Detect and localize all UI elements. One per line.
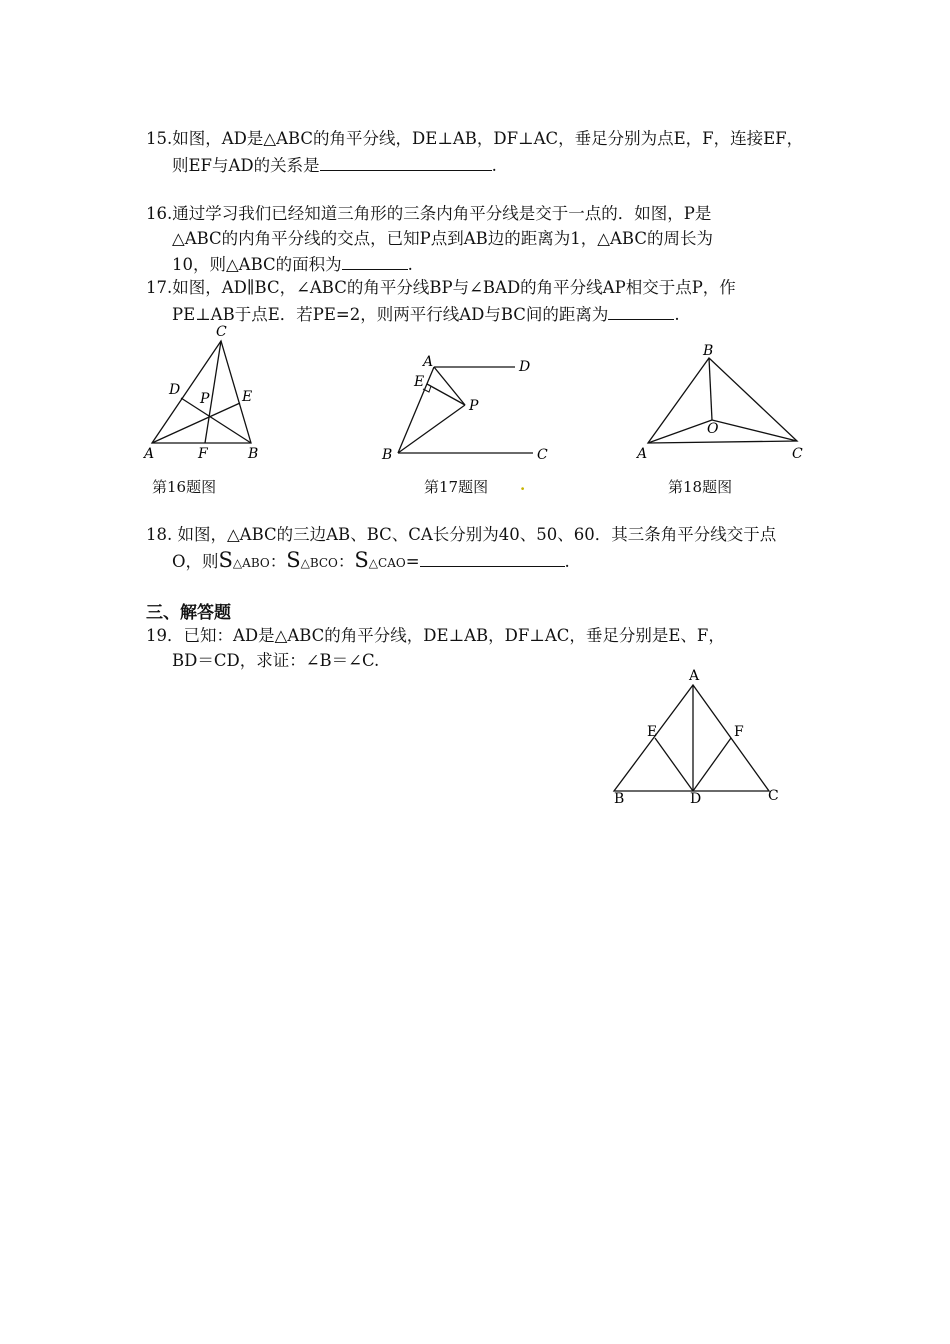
- q15-line1: 15.如图，AD是△ABC的角平分线，DE⊥AB，DF⊥AC，垂足分别为点E，F，连接EF，: [146, 129, 804, 148]
- fig18-caption: 第18题图: [668, 478, 733, 496]
- q18-eq: =: [405, 552, 420, 571]
- fig16-label-b: B: [248, 446, 259, 462]
- fig16-label-e: E: [242, 389, 253, 405]
- q16-line3-text: 10，则△ABC的面积为: [172, 255, 342, 274]
- fig16-label-c: C: [216, 324, 227, 340]
- q18-s3: S: [354, 548, 369, 572]
- q16-line1: 16.通过学习我们已经知道三角形的三条内角平分线是交于一点的．如图，P是: [146, 204, 712, 223]
- fig17-label-a: A: [423, 354, 434, 370]
- fig19-segment-df: [693, 738, 731, 791]
- q17-line1: 17.如图，AD∥BC，∠ABC的角平分线BP与∠BAD的角平分线AP相交于点P，作: [146, 278, 736, 297]
- q18-sub-bco: △BCO: [300, 556, 338, 570]
- fig19-label-d: D: [690, 791, 702, 807]
- stray-mark: .: [520, 476, 526, 494]
- fig16-label-p: P: [200, 391, 210, 407]
- fig17-label-b: B: [382, 447, 393, 463]
- fig17-label-c: C: [537, 447, 548, 463]
- q18-sub-cao: △CAO: [368, 556, 406, 570]
- fig16-label-a: A: [144, 446, 155, 462]
- q16-line2: △ABC的内角平分线的交点，已知P点到AB边的距离为1，△ABC的周长为: [172, 229, 713, 248]
- fig19-label-f: F: [734, 724, 744, 740]
- q18-end: .: [564, 552, 570, 571]
- fig19-label-e: E: [647, 724, 658, 740]
- q17-end: .: [674, 305, 680, 324]
- fig17-label-e: E: [414, 374, 425, 390]
- fig19-segment-de: [655, 738, 693, 791]
- q18-s1: S: [218, 548, 233, 572]
- fig17-label-d: D: [519, 359, 531, 375]
- q17-line2-text: PE⊥AB于点E．若PE=2，则两平行线AD与BC间的距离为: [172, 305, 609, 324]
- fig16-caption: 第16题图: [152, 478, 217, 496]
- q18-line1: 18. 如图，△ABC的三边AB、BC、CA长分别为40、50、60．其三条角平分线交于点: [146, 525, 777, 544]
- q15-line2-text: 则EF与AD的关系是: [172, 156, 320, 175]
- q18-sep2: ：: [337, 552, 355, 571]
- q16-end: .: [407, 255, 413, 274]
- q19-line1: 19．已知：AD是△ABC的角平分线，DE⊥AB，DF⊥AC，垂足分别是E、F，: [146, 626, 725, 645]
- fig19-triangle: [614, 685, 769, 791]
- fig18-label-c: C: [792, 446, 803, 462]
- q18-sep1: ：: [269, 552, 287, 571]
- q19-line2: BD＝CD，求证：∠B＝∠C.: [172, 651, 380, 670]
- q18-prefix: O，则: [172, 552, 219, 571]
- fig16-label-d: D: [169, 382, 181, 398]
- fig18-label-o: O: [707, 421, 719, 437]
- q15-end: .: [491, 156, 497, 175]
- q18-s2: S: [286, 548, 301, 572]
- fig17-label-p: P: [469, 398, 479, 414]
- fig19-label-a: A: [689, 668, 700, 684]
- fig18-label-b: B: [703, 343, 714, 359]
- fig17-caption: 第17题图: [424, 478, 489, 496]
- section-3-heading: 三、解答题: [146, 603, 231, 623]
- q18-sub-abo: △ABO: [232, 556, 270, 570]
- fig18-label-a: A: [637, 446, 648, 462]
- fig19-label-b: B: [614, 791, 625, 807]
- fig19-label-c: C: [768, 788, 779, 804]
- fig16-label-f: F: [198, 446, 208, 462]
